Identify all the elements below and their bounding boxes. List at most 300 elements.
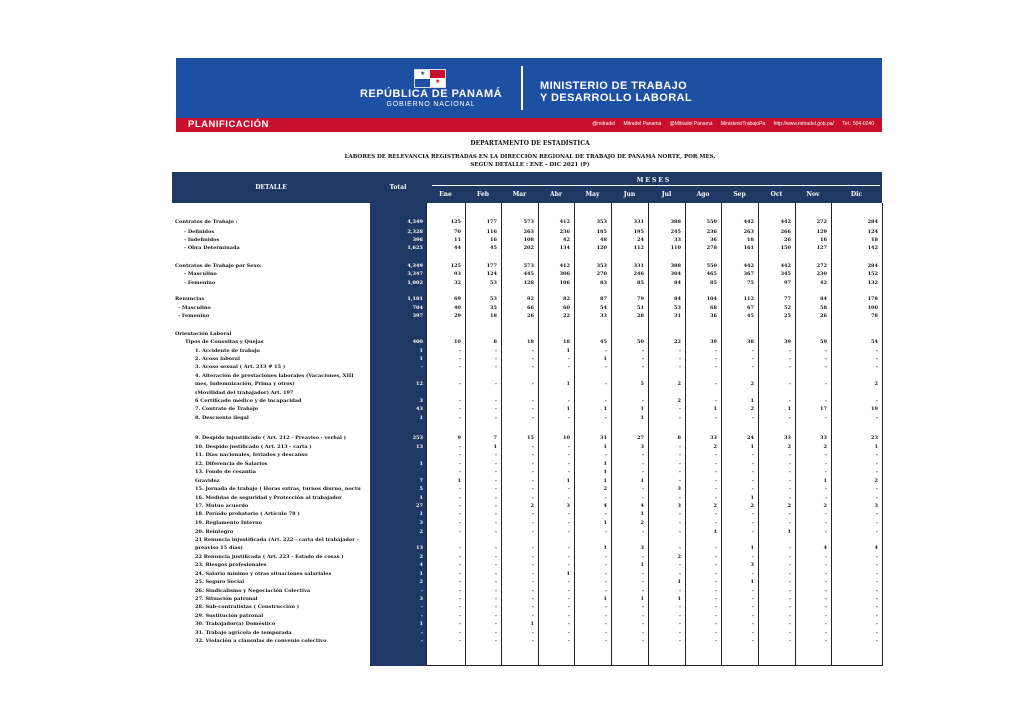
col-months-label: MESES: [636, 177, 672, 184]
cell-sep: 38: [747, 339, 754, 345]
cell-dic: -: [875, 469, 878, 475]
cell-nov: -: [824, 469, 827, 475]
cell-ene: -: [458, 562, 461, 568]
row-label: 6 Certificado médico y de incapacidad: [195, 398, 302, 404]
table-row: [0, 236, 1024, 244]
cell-ago: 36: [710, 313, 717, 319]
cell-mar: -: [531, 596, 534, 602]
cell-ago: -: [714, 415, 717, 421]
cell-abr: 60: [563, 305, 570, 311]
month-header-ene: Ene: [439, 191, 452, 198]
cell-oct: -: [788, 562, 791, 568]
cell-abr: 236: [559, 229, 570, 235]
cell-dic: -: [875, 356, 878, 362]
cell-jul: -: [678, 571, 681, 577]
cell-ago: 2: [713, 503, 717, 509]
cell-ago: 2: [713, 444, 717, 450]
cell-ene: 9: [457, 435, 461, 441]
cell-ene: 70: [454, 229, 461, 235]
cell-abr: 106: [559, 280, 570, 286]
row-label: - Obra Determinada: [184, 245, 240, 251]
cell-nov: -: [824, 511, 827, 517]
row-label: - Femenino: [178, 313, 210, 319]
department-title: DEPARTAMENTO DE ESTADÍSTICA: [470, 140, 590, 147]
table-row: [0, 468, 1024, 476]
cell-feb: -: [494, 579, 497, 585]
row-label: Tipos de Consultas y Quejas: [185, 339, 264, 345]
cell-oct: -: [788, 415, 791, 421]
cell-ene: -: [458, 571, 461, 577]
cell-oct: 1: [787, 406, 791, 412]
cell-feb: -: [494, 415, 497, 421]
cell-ene: 1: [457, 478, 461, 484]
table-row: [0, 477, 1024, 485]
cell-jun: -: [641, 356, 644, 362]
cell-jul: -: [678, 588, 681, 594]
cell-ago: 1: [713, 529, 717, 535]
cell-sep: 1: [750, 545, 754, 551]
cell-jul: -: [678, 461, 681, 467]
cell-nov: -: [824, 554, 827, 560]
cell-nov: -: [824, 486, 827, 492]
table-row: [0, 536, 1024, 544]
cell-jun: 331: [633, 263, 644, 269]
cell-abr: -: [567, 444, 570, 450]
cell-jul: 245: [670, 229, 681, 235]
cell-ago: -: [714, 452, 717, 458]
cell-ago: -: [714, 364, 717, 370]
cell-abr: 82: [563, 296, 570, 302]
cell-jun: 1: [640, 478, 644, 484]
cell-ene: 69: [454, 296, 461, 302]
table-row: [0, 397, 1024, 405]
cell-jul: 388: [670, 219, 681, 225]
cell-jul: -: [678, 613, 681, 619]
row-label: 3. Acoso sexual ( Art. 213 # 15 ): [195, 364, 286, 370]
report-title: LABORES DE RELEVANCIA REGISTRADAS EN LA DIRECCIÓN REGIONAL DE TRABAJO DE PANAMÁ NORTE, POR MES,: [344, 154, 716, 160]
row-label: 9. Despido injustificado ( Art. 212 - Preaviso - verbal ): [195, 435, 346, 441]
cell-mar: 2: [530, 503, 534, 509]
cell-nov: 129: [816, 229, 827, 235]
cell-feb: -: [494, 356, 497, 362]
row-label: 23. Riesgos profesionales: [195, 562, 267, 568]
cell-oct: -: [788, 638, 791, 644]
table-row: [0, 363, 1024, 371]
cell-dic: -: [875, 486, 878, 492]
cell-ago: -: [714, 621, 717, 627]
website-link: http://www.mitradel.gob.pa/: [773, 121, 834, 127]
cell-feb: -: [494, 452, 497, 458]
cell-feb: -: [494, 588, 497, 594]
cell-jul: -: [678, 364, 681, 370]
cell-jun: 3: [640, 444, 644, 450]
cell-feb: -: [494, 545, 497, 551]
cell-abr: 1: [566, 478, 570, 484]
row-label: 26. Sindicalismo y Negociación Colectiva: [195, 588, 311, 594]
cell-mar: -: [531, 630, 534, 636]
row-total: 1: [419, 571, 423, 577]
cell-dic: -: [875, 554, 878, 560]
cell-abr: 412: [559, 263, 570, 269]
cell-may: 1: [603, 406, 607, 412]
row-label: 15. Jornada de trabajo ( Horas extras, turnos diurno, noctu: [195, 486, 361, 492]
cell-dic: 1: [874, 444, 878, 450]
cell-abr: 3: [566, 503, 570, 509]
cell-jun: 85: [637, 280, 644, 286]
cell-nov: -: [824, 495, 827, 501]
cell-jun: -: [641, 630, 644, 636]
cell-mar: 26: [527, 313, 534, 319]
table-row: [0, 519, 1024, 527]
cell-dic: -: [875, 571, 878, 577]
cell-sep: 1: [750, 398, 754, 404]
cell-mar: 573: [523, 219, 534, 225]
cell-ene: -: [458, 461, 461, 467]
cell-nov: 26: [820, 313, 827, 319]
cell-dic: 152: [867, 271, 878, 277]
cell-sep: -: [751, 638, 754, 644]
cell-sep: 18: [747, 237, 754, 243]
cell-jul: 3: [677, 486, 681, 492]
row-total: 1: [419, 348, 423, 354]
table-row: [0, 295, 1024, 303]
cell-may: 31: [600, 435, 607, 441]
cell-jun: 1: [640, 406, 644, 412]
row-total: 1,101: [407, 296, 423, 302]
month-header-may: May: [585, 191, 600, 198]
cell-may: -: [604, 630, 607, 636]
cell-oct: -: [788, 571, 791, 577]
cell-jun: 28: [637, 313, 644, 319]
cell-nov: 4: [823, 545, 827, 551]
cell-nov: -: [824, 604, 827, 610]
cell-abr: -: [567, 630, 570, 636]
cell-feb: -: [494, 571, 497, 577]
cell-mar: -: [531, 604, 534, 610]
table-row: [0, 372, 1024, 380]
row-total: 400: [412, 339, 423, 345]
cell-jul: -: [678, 511, 681, 517]
cell-abr: 306: [559, 271, 570, 277]
cell-abr: -: [567, 452, 570, 458]
cell-oct: -: [788, 630, 791, 636]
row-total: -: [420, 588, 423, 594]
cell-nov: -: [824, 562, 827, 568]
cell-mar: -: [531, 613, 534, 619]
cell-sep: -: [751, 630, 754, 636]
cell-dic: -: [875, 529, 878, 535]
months-divider: [432, 185, 880, 186]
row-label: 19. Reglamento Interno: [195, 520, 262, 526]
cell-ene: -: [458, 630, 461, 636]
cell-jul: 388: [670, 263, 681, 269]
cell-sep: 2: [750, 381, 754, 387]
cell-dic: 132: [867, 280, 878, 286]
cell-jun: -: [641, 613, 644, 619]
cell-feb: 116: [486, 229, 497, 235]
cell-jun: -: [641, 495, 644, 501]
cell-jun: -: [641, 638, 644, 644]
cell-oct: 33: [784, 435, 791, 441]
cell-feb: -: [494, 562, 497, 568]
cell-abr: 1: [566, 571, 570, 577]
cell-nov: 2: [823, 444, 827, 450]
table-row: [0, 553, 1024, 561]
cell-dic: -: [875, 638, 878, 644]
cell-nov: 127: [816, 245, 827, 251]
cell-jul: -: [678, 406, 681, 412]
cell-nov: -: [824, 364, 827, 370]
cell-dic: 78: [871, 313, 878, 319]
cell-nov: -: [824, 630, 827, 636]
cell-oct: -: [788, 579, 791, 585]
cell-feb: -: [494, 503, 497, 509]
row-total: 1: [419, 461, 423, 467]
cell-ago: 236: [706, 229, 717, 235]
cell-abr: -: [567, 469, 570, 475]
row-label: - Femenino: [184, 280, 216, 286]
cell-ago: -: [714, 630, 717, 636]
cell-mar: -: [531, 529, 534, 535]
cell-may: 54: [600, 305, 607, 311]
cell-nov: 1: [823, 478, 827, 484]
cell-nov: 272: [816, 263, 827, 269]
cell-oct: 2: [787, 444, 791, 450]
table-row: [0, 355, 1024, 363]
table-row: [0, 443, 1024, 451]
cell-ene: -: [458, 545, 461, 551]
row-label: 1. Accidente de trabajo: [195, 348, 260, 354]
row-label: 32. Violación a cláusulas de convenio colectivo: [195, 638, 327, 644]
table-row: [0, 637, 1024, 645]
cell-mar: -: [531, 520, 534, 526]
row-total: 2,328: [407, 229, 423, 235]
cell-dic: -: [875, 588, 878, 594]
cell-jul: 304: [670, 271, 681, 277]
row-total: 13: [416, 545, 423, 551]
cell-jun: 5: [640, 381, 644, 387]
cell-nov: 272: [816, 219, 827, 225]
table-bottom-line: [426, 665, 882, 666]
cell-mar: -: [531, 415, 534, 421]
cell-mar: -: [531, 588, 534, 594]
cell-jul: -: [678, 604, 681, 610]
row-label: - Indefinidos: [184, 237, 220, 243]
facebook-handle: Mitradel Panamá: [623, 121, 662, 127]
table-row: [0, 587, 1024, 595]
row-label: 7. Contrato de Trabajo: [195, 406, 259, 412]
cell-nov: -: [824, 529, 827, 535]
cell-dic: -: [875, 604, 878, 610]
row-total: 43: [416, 406, 423, 412]
row-total: 12: [416, 381, 423, 387]
month-header-sep: Sep: [733, 191, 746, 198]
row-total: 27: [416, 503, 423, 509]
cell-jun: -: [641, 486, 644, 492]
row-label: Contratos de Trabajo :: [175, 219, 238, 225]
cell-may: -: [604, 604, 607, 610]
cell-abr: -: [567, 596, 570, 602]
row-total: 13: [416, 444, 423, 450]
instagram-handle: @Mitradel Panamá: [669, 121, 713, 127]
cell-sep: 1: [750, 495, 754, 501]
cell-ene: -: [458, 381, 461, 387]
cell-feb: -: [494, 520, 497, 526]
cell-ago: -: [714, 520, 717, 526]
table-row: [0, 330, 1024, 338]
cell-dic: 23: [871, 435, 878, 441]
table-row: [0, 262, 1024, 270]
cell-ene: 32: [454, 280, 461, 286]
cell-sep: -: [751, 520, 754, 526]
row-label: - Definidos: [184, 229, 215, 235]
cell-jul: 22: [674, 339, 681, 345]
row-label: 24. Salario mínimo y otras situaciones salariales: [195, 571, 332, 577]
table-row: [0, 578, 1024, 586]
row-total: 704: [412, 305, 423, 311]
cell-sep: -: [751, 554, 754, 560]
cell-oct: -: [788, 452, 791, 458]
cell-sep: 442: [743, 263, 754, 269]
cell-mar: -: [531, 444, 534, 450]
cell-may: 1: [603, 545, 607, 551]
cell-jul: -: [678, 621, 681, 627]
cell-may: 83: [600, 280, 607, 286]
row-total: 4,349: [407, 219, 423, 225]
cell-jul: -: [678, 356, 681, 362]
cell-jun: 79: [637, 296, 644, 302]
cell-ago: -: [714, 381, 717, 387]
row-total: -: [420, 364, 423, 370]
cell-sep: -: [751, 571, 754, 577]
month-header-dic: Dic: [850, 191, 863, 198]
month-header-oct: Oct: [770, 191, 783, 198]
cell-dic: -: [875, 579, 878, 585]
cell-oct: -: [788, 356, 791, 362]
cell-feb: -: [494, 469, 497, 475]
cell-abr: -: [567, 511, 570, 517]
cell-mar: 108: [523, 237, 534, 243]
row-label: 22 Renuncia justificada ( Art. 223 - Estado de cosas ): [195, 554, 344, 560]
cell-jun: -: [641, 588, 644, 594]
cell-feb: -: [494, 495, 497, 501]
row-label: 18. Período probatorio ( Artículo 78 ): [195, 511, 300, 517]
cell-mar: -: [531, 461, 534, 467]
cell-ene: -: [458, 398, 461, 404]
cell-nov: -: [824, 520, 827, 526]
row-label: 31. Trabajo agrícola de temporada: [195, 630, 292, 636]
cell-dic: 142: [867, 245, 878, 251]
cell-sep: -: [751, 613, 754, 619]
table-row: [0, 451, 1024, 459]
cell-may: -: [604, 562, 607, 568]
cell-may: 48: [600, 237, 607, 243]
row-total: 3,347: [407, 271, 423, 277]
cell-nov: 59: [820, 339, 827, 345]
cell-ago: 39: [710, 339, 717, 345]
cell-sep: -: [751, 588, 754, 594]
cell-ene: -: [458, 486, 461, 492]
cell-jul: -: [678, 562, 681, 568]
cell-dic: -: [875, 348, 878, 354]
cell-jun: -: [641, 461, 644, 467]
cell-ene: -: [458, 444, 461, 450]
cell-jun: -: [641, 529, 644, 535]
cell-jun: 112: [633, 245, 644, 251]
cell-may: 270: [596, 271, 607, 277]
row-total: 1: [419, 356, 423, 362]
table-row: [0, 502, 1024, 510]
cell-dic: -: [875, 415, 878, 421]
cell-dic: -: [875, 452, 878, 458]
cell-may: 2: [603, 486, 607, 492]
cell-sep: 1: [750, 579, 754, 585]
cell-sep: -: [751, 348, 754, 354]
table-row: [0, 389, 1024, 397]
cell-ago: -: [714, 469, 717, 475]
cell-ago: 68: [710, 305, 717, 311]
cell-jun: -: [641, 452, 644, 458]
cell-feb: -: [494, 461, 497, 467]
cell-abr: -: [567, 398, 570, 404]
cell-ene: -: [458, 621, 461, 627]
cell-jun: 3: [640, 545, 644, 551]
cell-jul: 3: [677, 503, 681, 509]
cell-ene: -: [458, 588, 461, 594]
cell-oct: 77: [784, 296, 791, 302]
cell-mar: -: [531, 348, 534, 354]
cell-may: 1: [603, 461, 607, 467]
table-row: [0, 629, 1024, 637]
row-total: 4: [419, 562, 423, 568]
government-label: GOBIERNO NACIONAL: [386, 101, 476, 108]
cell-nov: 84: [820, 296, 827, 302]
cell-oct: 1: [787, 529, 791, 535]
cell-abr: -: [567, 579, 570, 585]
cell-jul: 84: [674, 280, 681, 286]
row-total: 3: [419, 398, 423, 404]
cell-oct: 266: [780, 229, 791, 235]
month-header-feb: Feb: [477, 191, 489, 198]
section-title: PLANIFICACIÓN: [188, 119, 269, 130]
cell-jun: -: [641, 398, 644, 404]
cell-feb: 16: [490, 237, 497, 243]
cell-feb: -: [494, 604, 497, 610]
cell-sep: 24: [747, 435, 754, 441]
cell-abr: -: [567, 356, 570, 362]
cell-sep: 67: [747, 305, 754, 311]
cell-nov: -: [824, 613, 827, 619]
cell-sep: -: [751, 604, 754, 610]
cell-ago: 85: [710, 280, 717, 286]
cell-may: -: [604, 452, 607, 458]
cell-abr: -: [567, 604, 570, 610]
cell-mar: -: [531, 486, 534, 492]
cell-oct: 442: [780, 219, 791, 225]
cell-nov: -: [824, 579, 827, 585]
cell-oct: -: [788, 545, 791, 551]
cell-jul: -: [678, 478, 681, 484]
table-row: [0, 544, 1024, 552]
cell-abr: -: [567, 486, 570, 492]
cell-jul: 8: [677, 435, 681, 441]
cell-feb: -: [494, 486, 497, 492]
cell-nov: -: [824, 621, 827, 627]
cell-feb: -: [494, 381, 497, 387]
cell-jun: -: [641, 364, 644, 370]
cell-mar: 445: [523, 271, 534, 277]
cell-jul: 84: [674, 296, 681, 302]
